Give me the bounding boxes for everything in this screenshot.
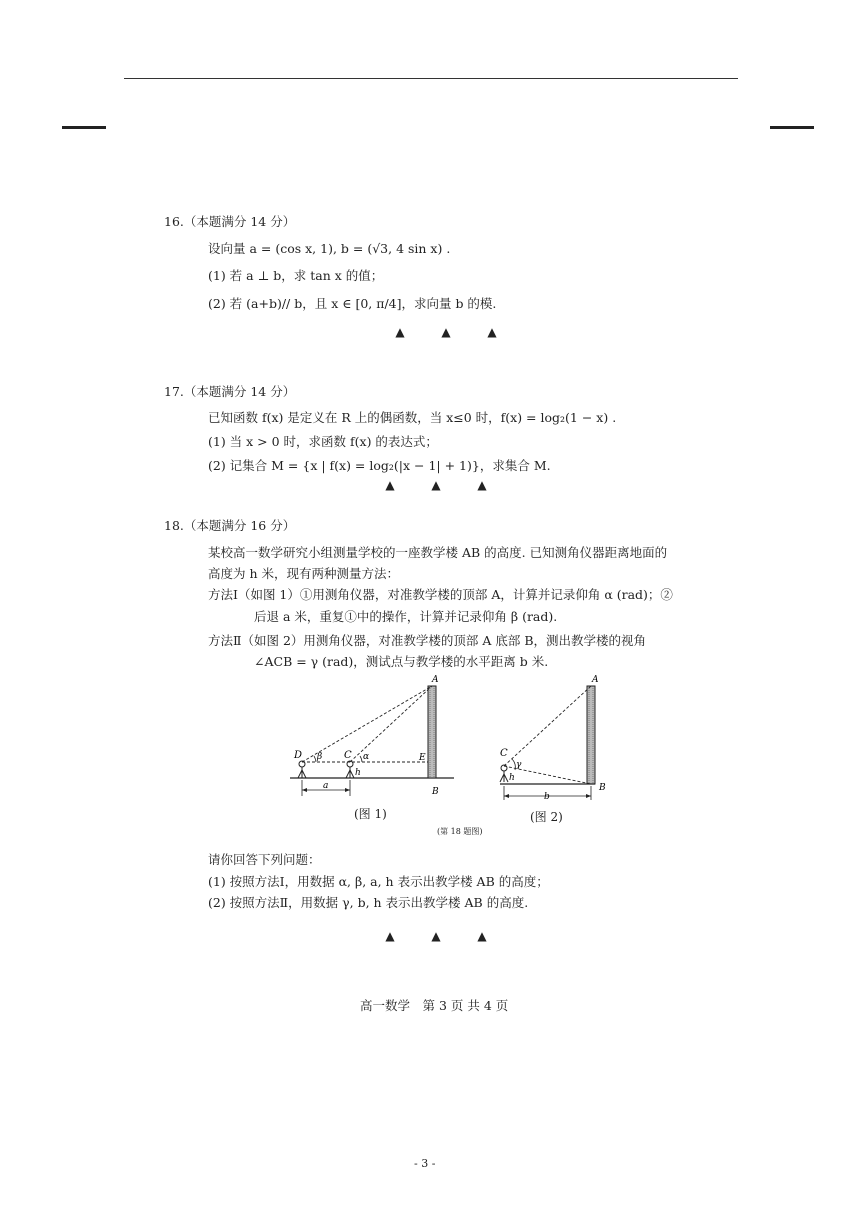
header-rule xyxy=(124,78,738,79)
label-alpha: α xyxy=(363,752,370,762)
q18-method1-line2: 后退 a 米，重复①中的操作，计算并记录仰角 β (rad). xyxy=(254,609,558,624)
q18-part2: (2) 按照方法Ⅱ，用数据 γ, b, h 表示出教学楼 AB 的高度. xyxy=(208,895,529,910)
page-number: - 3 - xyxy=(414,1157,436,1170)
q16-end-marks xyxy=(377,325,515,339)
label-A: A xyxy=(432,675,439,685)
q17-part2: (2) 记集合 M = {x | f(x) = log₂(|x − 1| + 1)}，求集合 M. xyxy=(208,458,551,473)
label-E: E xyxy=(419,753,426,763)
q18-method1-line1: 方法Ⅰ（如图 1）①用测角仪器，对准教学楼的顶部 A，计算并记录仰角 α (rad)；② xyxy=(208,587,673,602)
figure-caption: (第 18 题图) xyxy=(437,827,483,836)
triangle-mark: ▲ xyxy=(431,929,441,943)
label-C: C xyxy=(500,748,508,759)
figure-2 xyxy=(490,672,620,802)
label-h: h xyxy=(509,773,515,783)
q16-part2: (2) 若 (a+b)// b，且 x ∈ [0, π/4]，求向量 b 的模. xyxy=(208,296,497,311)
label-beta: β xyxy=(317,752,323,762)
q18-stem-line2: 高度为 h 米，现有两种测量方法： xyxy=(208,566,399,581)
right-margin-mark xyxy=(770,126,814,129)
label-h: h xyxy=(355,768,361,778)
label-A: A xyxy=(592,675,599,685)
q16-part1: (1) 若 a ⊥ b，求 tan x 的值； xyxy=(208,268,384,283)
left-margin-mark xyxy=(62,126,106,129)
q18-part1: (1) 按照方法Ⅰ，用数据 α, β, a, h 表示出教学楼 AB 的高度； xyxy=(208,874,549,889)
q16-stem: 设向量 a = (cos x, 1), b = (√3, 4 sin x) . xyxy=(208,241,451,256)
triangle-mark: ▲ xyxy=(385,929,395,943)
label-b: b xyxy=(544,792,550,802)
figure-1 xyxy=(286,672,456,802)
triangle-mark: ▲ xyxy=(385,478,395,492)
triangle-mark: ▲ xyxy=(431,478,441,492)
sight-line-C xyxy=(350,686,432,762)
q18-ask: 请你回答下列问题： xyxy=(208,852,321,867)
triangle-mark: ▲ xyxy=(477,929,487,943)
q17-title: 17.（本题满分 14 分） xyxy=(164,384,296,399)
fig1-caption: (图 1) xyxy=(354,807,387,821)
q18-stem-line1: 某校高一数学研究小组测量学校的一座教学楼 AB 的高度. 已知测角仪器距离地面的 xyxy=(208,545,668,560)
label-a: a xyxy=(323,781,329,791)
building xyxy=(587,686,595,784)
q17-part1: (1) 当 x > 0 时，求函数 f(x) 的表达式； xyxy=(208,434,438,449)
q18-title: 18.（本题满分 16 分） xyxy=(164,518,296,533)
fig2-caption: (图 2) xyxy=(530,810,563,824)
sight-line-top xyxy=(504,686,591,766)
page-footer: 高一数学 第 3 页 共 4 页 xyxy=(360,998,509,1013)
q17-stem: 已知函数 f(x) 是定义在 R 上的偶函数，当 x≤0 时，f(x) = log₂(1 − x) . xyxy=(208,410,617,425)
q18-method2-line1: 方法Ⅱ（如图 2）用测角仪器，对准教学楼的顶部 A 底部 B，测出教学楼的视角 xyxy=(208,633,647,648)
q18-end-marks xyxy=(367,929,505,943)
label-B: B xyxy=(432,787,439,797)
triangle-mark: ▲ xyxy=(477,478,487,492)
triangle-mark: ▲ xyxy=(441,325,451,339)
building xyxy=(428,686,436,778)
label-B: B xyxy=(599,783,606,793)
q17-end-marks xyxy=(367,478,505,492)
triangle-mark: ▲ xyxy=(395,325,405,339)
q16-title: 16.（本题满分 14 分） xyxy=(164,214,296,229)
label-gamma: γ xyxy=(516,760,522,770)
label-D: D xyxy=(294,750,303,761)
label-C: C xyxy=(344,750,352,761)
q18-method2-line2: ∠ACB = γ (rad)，测试点与教学楼的水平距离 b 米. xyxy=(254,654,549,669)
triangle-mark: ▲ xyxy=(487,325,497,339)
sight-line-D xyxy=(302,686,432,762)
